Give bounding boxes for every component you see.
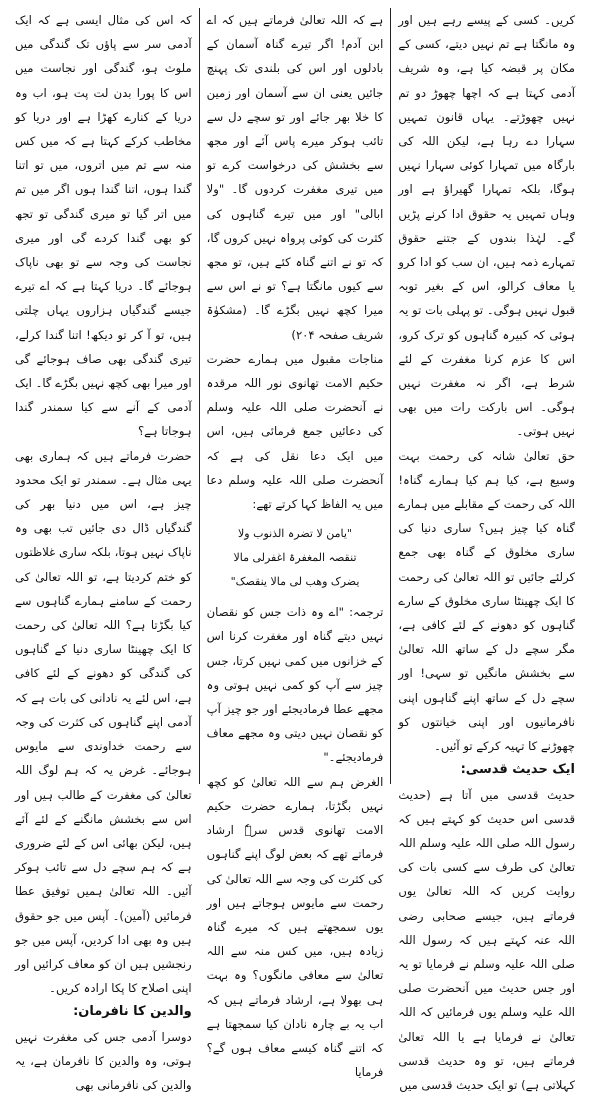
section-heading-hadith: ایک حدیث قدسی: xyxy=(398,758,575,782)
section-heading-parents: والدین کا نافرمان: xyxy=(15,1000,192,1024)
column-middle xyxy=(200,8,391,784)
paragraph: کہ اس کی مثال ایسی ہے کہ ایک آدمی سر سے پاؤں تک گندگی میں ملوث ہو، گندگی اور نجاست میں اس کا پورا بدن لت پت ہو، اب وہ دریا کے کنارے کھڑا ہے اور دریا کو مخاطب کرکے کہتا ہے کہ میں کس منہ سے تم میں اتروں، میں تو اتنا گندا ہوں، اتنا گندا ہوں اگر میں تم میں اتر گیا تو میری گندگی تو تجھ کو بھی گندا کردے گی اور میری نجاست کی وجہ سے تو بھی ناپاک ہوجائے گا۔ دریا کہتا ہے کہ اے تیرے جیسے گندگیاں ہزاروں یہاں چلتی ہیں، تو آ کر تو دیکھ! اتنا گندا کرلے، تیری گندگی بھی صاف ہوجائے گی اور میرا بھی کچھ نہیں بگڑے گا۔ ایک آدمی کے آنے سے کیا سمندر گندا ہوجاتا ہے؟ xyxy=(15,8,192,444)
column-left xyxy=(8,8,199,784)
column-right xyxy=(391,8,582,784)
arabic-line: تنقصہ المغفرۃ اغفرلی مالا xyxy=(207,546,384,570)
arabic-line: یضرک وھب لی مالا ینقصک" xyxy=(207,570,384,594)
paragraph: مناجات مقبول میں ہمارے حضرت حکیم الامت تھانوی نور اللہ مرقدہ نے آنحضرت صلی اللہ علیہ وسلم کی دعائیں جمع فرمائی ہیں، اس میں ایک دعا نقل کی ہے کہ آنحضرت صلی اللہ علیہ وسلم دعا میں یہ الفاظ کہا کرتے تھے: xyxy=(207,347,384,516)
paragraph: ہے کہ اللہ تعالیٰ فرماتے ہیں کہ اے ابن آدم! اگر تیرے گناہ آسمان کے بادلوں اور اس کی بلندی تک پہنچ جائیں یعنی ان سے آسمان اور زمین کا خلا بھر جائے اور تو سچے دل سے تائب ہوکر میرے پاس آئے اور مجھ سے بخشش کی درخواست کرے تو میں تیری مغفرت کردوں گا۔ "ولا ابالی" اور میں تیرے گناہوں کی کثرت کی کوئی پرواہ نہیں کروں گا، کہ تو نے اتنے گناہ کئے ہیں، تو مجھ سے کیوں مانگتا ہے؟ تو نے اس سے میرا کچھ نہیں بگڑے گا۔ (مشکوٰۃ شریف صفحہ ۲۰۴) xyxy=(207,8,384,347)
paragraph: الغرض ہم سے اللہ تعالیٰ کو کچھ نہیں بگڑتا، ہمارے حضرت حکیم الامت تھانوی قدس سرہٗ ارشاد فرماتے تھے کہ بعض لوگ اپنے گناہوں کی کثرت کی وجہ سے اللہ تعالیٰ کی رحمت سے مایوس ہوجاتے ہیں اور یوں سمجھتے ہیں کہ میرے گناہ زیادہ ہیں، میں کس منہ سے اللہ تعالیٰ سے معافی مانگوں؟ وہ بہت ہی بھولا ہے، ارشاد فرماتے ہیں کہ اب یہ بے چارہ نادان کیا سمجھتا ہے کہ اتنے گناہ کیسے معاف ہوں گے؟ فرمایا xyxy=(207,770,384,1085)
paragraph: حق تعالیٰ شانہ کی رحمت بہت وسیع ہے، کیا ہم کیا ہمارے گناہ! اللہ کی رحمت کے مقابلے میں ہمارے گناہ کیا چیز ہیں؟ ساری دنیا کی ساری مخلوق کے گناہ بھی جمع کرلئے جائیں تو اللہ تعالیٰ کی رحمت کا ایک چھینٹا ساری مخلوق کے سارے گناہوں کو دھونے کے لئے کافی ہے، مگر سچے دل کے ساتھ اللہ تعالیٰ سے بخشش مانگیں تو سہی! اور سچے دل کے ساتھ اپنے گناہوں اپنی نافرمانیوں اور اپنی خیانتوں کو چھوڑنے کا تہیہ کرکے تو آئیں۔ xyxy=(398,444,575,759)
translation: ترجمہ: "اے وہ ذات جس کو نقصان نہیں دیتے گناہ اور مغفرت کرنا اس کے خزانوں میں کمی نہیں کرتا، جس چیز سے آپ کو کمی نہیں ہوتی وہ مجھے عطا فرمادیجئے اور جو چیز آپ کو نقصان نہیں دیتی وہ مجھے معاف فرمادیجئے۔" xyxy=(207,600,384,769)
paragraph: حضرت فرماتے ہیں کہ ہماری بھی یہی مثال ہے۔ سمندر تو ایک محدود چیز ہے، اس میں دنیا بھر کی گندگیاں ڈال دی جائیں تب بھی وہ ناپاک نہیں ہوتا، بلکہ ساری غلاظتوں کو ختم کردیتا ہے، تو اللہ تعالیٰ کی رحمت کے سامنے ہمارے گناہوں سے کیا بگڑتا ہے؟ اللہ تعالیٰ کی رحمت کا ایک چھینٹا ساری دنیا کے گناہوں کی گندگی کو دھونے کے لئے کافی ہے، اس لئے یہ نادانی کی بات ہے کہ آدمی اپنے گناہوں کی کثرت کی وجہ سے رحمت خداوندی سے مایوس ہوجائے۔ غرض یہ کہ ہم لوگ اللہ تعالیٰ کی مغفرت کے طالب ہیں اور اس سے بخشش مانگنے کے لئے آئے ہیں، لیکن بھائی اس کے لئے ضروری ہے کہ ہم سچے دل سے تائب ہوکر آئیں۔ اللہ تعالیٰ ہمیں توفیق عطا فرمائیں (آمین)۔ آپس میں جو حقوق ہیں وہ بھی ادا کردیں، آپس میں جو رنجشیں ہیں ان کو معاف کرائیں اور اپنی اصلاح کا پکا ارادہ کریں۔ xyxy=(15,444,192,1001)
paragraph: کریں۔ کسی کے پیسے رہے ہیں اور وہ مانگتا ہے تم نہیں دیتے، کسی کے مکان پر قبضہ کیا ہے، وہ شریف آدمی کہتا ہے کہ اچھا چھوڑ دو تم نہیں چھوڑتے۔ یہاں قانون تمہیں سہارا دے رہا ہے، لیکن اللہ کی بارگاہ میں تمہارا کوئی سہارا نہیں ہوگا، بلکہ تمہارا گھیراؤ ہے اور وہاں تمہیں یہ حقوق ادا کرنے پڑیں گے۔ لہٰذا بندوں کے جتنے حقوق تمہارے ذمہ ہیں، ان سب کو ادا کرو یا معاف کرالو، اس کے بغیر توبہ قبول نہیں ہوگی۔ تو پہلی بات تو یہ ہوئی کہ کبیرہ گناہوں کو ترک کرو، اس کا عزم کرنا مغفرت کے لئے شرط ہے، اگر نہ مغفرت نہیں ہوگی۔ اس بارکت رات میں بھی نہیں ہوتی۔ xyxy=(398,8,575,444)
paragraph: حدیث قدسی میں آتا ہے (حدیث قدسی اس حدیث کو کہتے ہیں کہ رسول اللہ صلی اللہ علیہ وسلم اللہ تعالیٰ کی طرف سے کسی بات کی روایت کریں کہ اللہ تعالیٰ یوں فرماتے ہیں، جیسے صحابی رضی اللہ عنہ کہتے ہیں کہ رسول اللہ صلی اللہ علیہ وسلم نے فرمایا تو یہ اور جس حدیث میں آنحضرت صلی اللہ علیہ وسلم یوں فرمائیں کہ اللہ تعالیٰ نے فرمایا ہے یا اللہ تعالیٰ فرماتے ہیں، تو وہ حدیث قدسی کہلاتی ہے) تو ایک حدیث قدسی میں xyxy=(398,783,575,1097)
arabic-line: "یامن لا تضرہ الذنوب ولا xyxy=(207,522,384,546)
arabic-dua xyxy=(207,522,384,594)
paragraph: دوسرا آدمی جس کی مغفرت نہیں ہوتی، وہ والدین کا نافرمان ہے، یہ والدین کی نافرمانی بھی xyxy=(15,1025,192,1097)
